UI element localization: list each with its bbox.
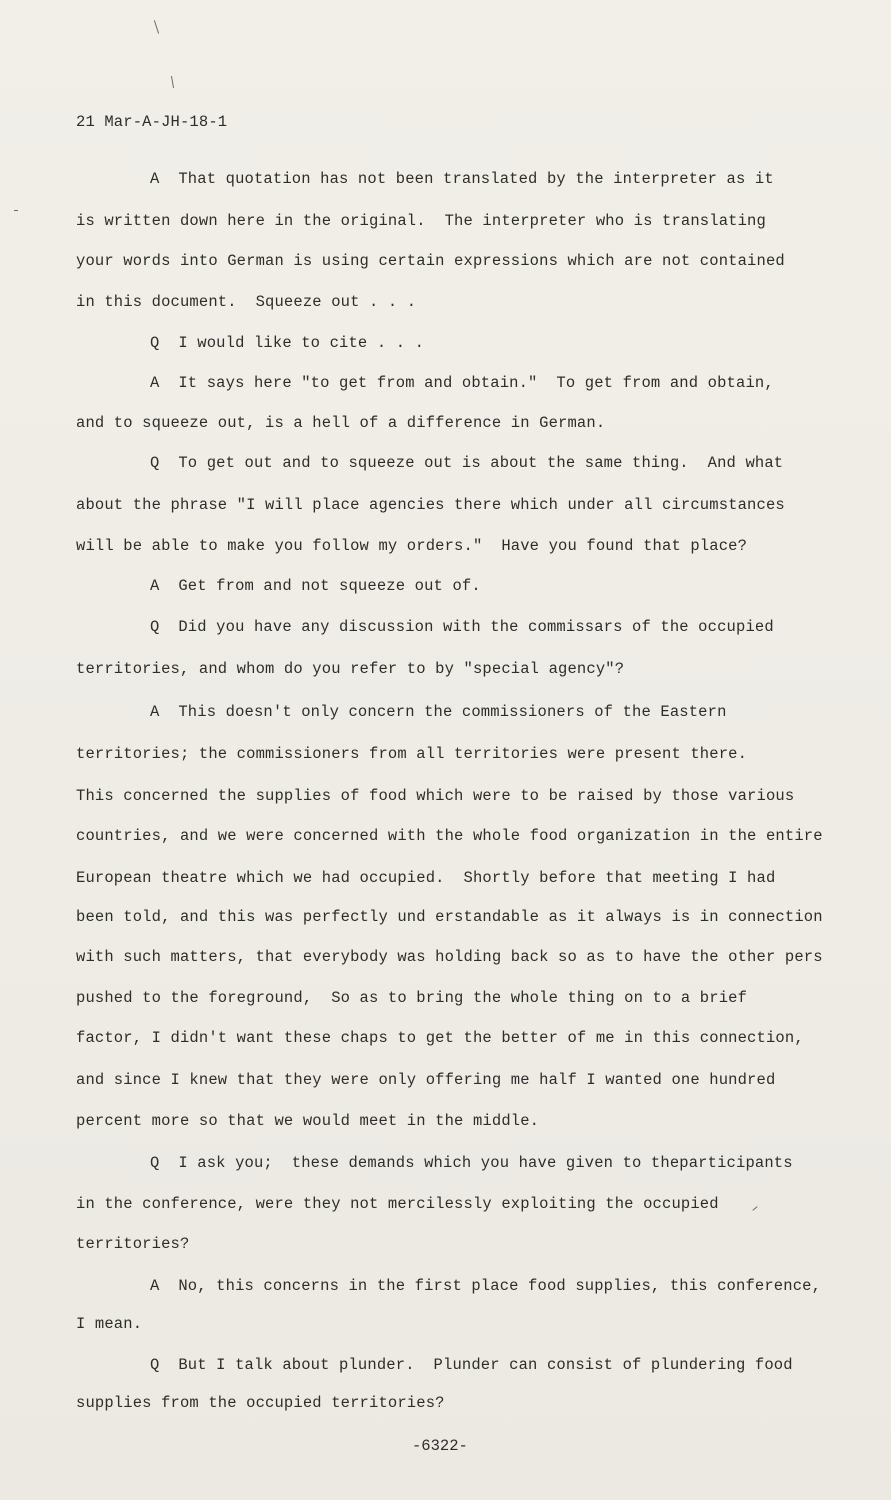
- text-line: European theatre which we had occupied. Shortly before that meeting I had: [76, 869, 776, 887]
- text-line: in the conference, were they not mercilessly exploiting the occupied: [76, 1195, 719, 1213]
- stray-mark: [154, 20, 159, 34]
- text-line: territories?: [76, 1235, 190, 1253]
- text-line: been told, and this was perfectly und erstandable as it always is in connection: [76, 908, 823, 926]
- text-line: A Get from and not squeeze out of.: [150, 577, 481, 595]
- page-number: -6322-: [412, 1437, 468, 1455]
- text-line: Q But I talk about plunder. Plunder can consist of plundering food: [150, 1356, 793, 1374]
- text-line: A That quotation has not been translated by the interpreter as it: [150, 170, 774, 188]
- text-line: A This doesn't only concern the commissioners of the Eastern: [150, 703, 727, 721]
- text-line: Q To get out and to squeeze out is about the same thing. And what: [150, 454, 784, 472]
- text-line: factor, I didn't want these chaps to get the better of me in this connection,: [76, 1029, 804, 1047]
- text-line: A No, this concerns in the first place food supplies, this conference,: [150, 1277, 822, 1295]
- text-line: is written down here in the original. The interpreter who is translating: [76, 212, 766, 230]
- text-line: territories; the commissioners from all territories were present there.: [76, 745, 748, 763]
- text-line: Q I ask you; these demands which you have given to theparticipants: [150, 1154, 793, 1172]
- text-line: Q Did you have any discussion with the commissars of the occupied: [150, 618, 774, 636]
- text-line: about the phrase "I will place agencies there which under all circumstances: [76, 496, 785, 514]
- text-line: in this document. Squeeze out . . .: [76, 293, 417, 311]
- text-line: supplies from the occupied territories?: [76, 1394, 445, 1412]
- text-line: will be able to make you follow my orders." Have you found that place?: [76, 537, 748, 555]
- text-line: pushed to the foreground, So as to bring the whole thing on to a brief: [76, 989, 748, 1007]
- text-line: This concerned the supplies of food which were to be raised by those various: [76, 787, 795, 805]
- text-line: and since I knew that they were only offering me half I wanted one hundred: [76, 1071, 776, 1089]
- text-line: territories, and whom do you refer to by "special agency"?: [76, 660, 625, 678]
- stray-mark: [752, 1206, 757, 1211]
- stray-mark: [171, 76, 174, 88]
- text-line: your words into German is using certain expressions which are not contained: [76, 252, 785, 270]
- text-line: Q I would like to cite . . .: [150, 334, 425, 352]
- text-line: countries, and we were concerned with the whole food organization in the entire: [76, 827, 823, 845]
- text-line: A It says here "to get from and obtain." To get from and obtain,: [150, 374, 774, 392]
- text-line: I mean.: [76, 1315, 143, 1333]
- stray-mark: [14, 210, 18, 211]
- text-line: with such matters, that everybody was holding back so as to have the other pers: [76, 948, 823, 966]
- text-line: and to squeeze out, is a hell of a difference in German.: [76, 414, 606, 432]
- document-reference: 21 Mar-A-JH-18-1: [76, 113, 228, 131]
- text-line: percent more so that we would meet in the middle.: [76, 1112, 540, 1130]
